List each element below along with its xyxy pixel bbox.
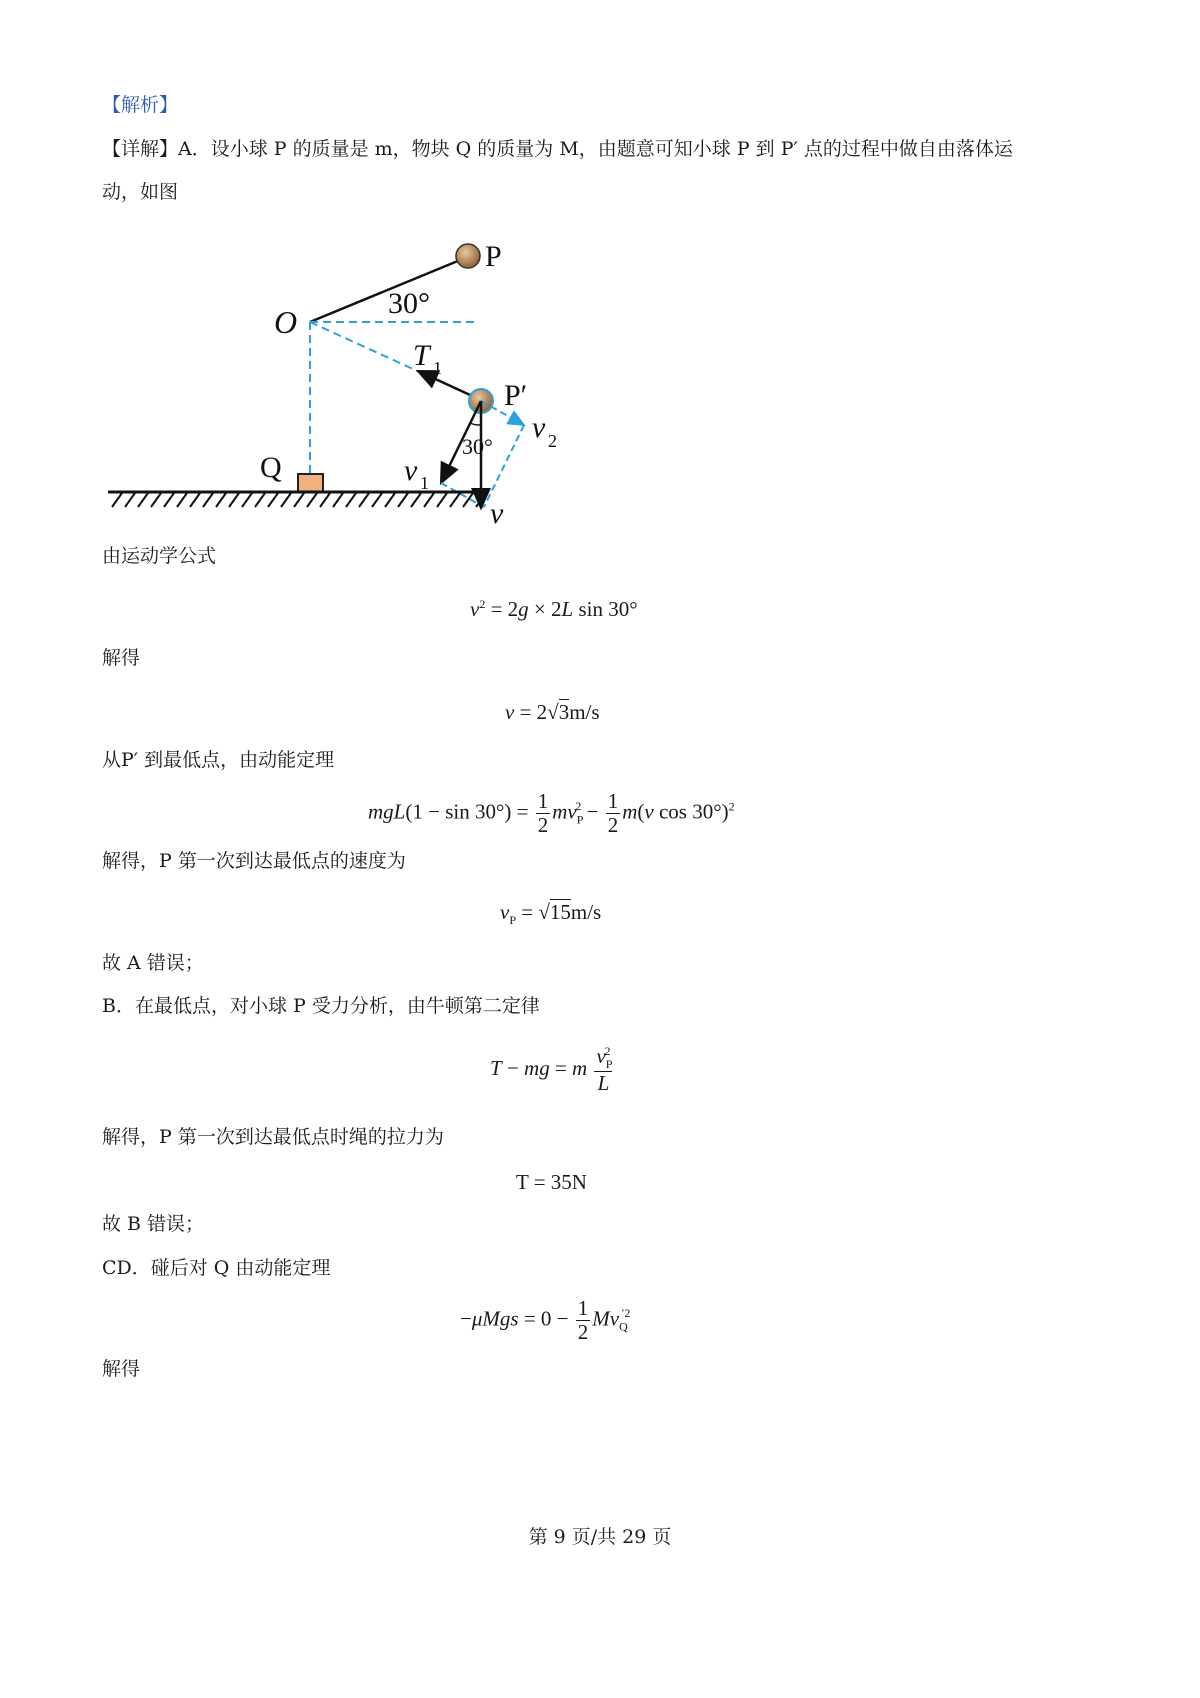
- hatch-line: [229, 493, 239, 507]
- equation-kinematics: $v^2 = 2g \times 2L$ sin 30°: [470, 597, 638, 621]
- equation-v-result: v = 2√3m/s: [505, 700, 600, 724]
- label-p-prime: P′: [504, 379, 528, 412]
- hatch-line: [333, 493, 343, 507]
- hatch-line: [424, 493, 434, 507]
- section-label: 【解析】: [102, 94, 179, 116]
- label-v1-sub: 1: [420, 473, 429, 493]
- hatch-line: [281, 493, 291, 507]
- hatch-line: [411, 493, 421, 507]
- label-t-sub: 1: [433, 358, 442, 378]
- hatch-line: [359, 493, 369, 507]
- hatch-line: [151, 493, 161, 507]
- detail-line-2: 动，如图: [102, 181, 179, 203]
- label-v1: v: [404, 454, 418, 487]
- detail-line-1: 【详解】A．设小球 P 的质量是 m，物块 Q 的质量为 M，由题意可知小球 P 到 P′ 点的过程中做自由落体运: [102, 138, 1013, 160]
- hatch-line: [268, 493, 278, 507]
- label-p: P: [485, 240, 502, 273]
- block-q: [298, 474, 323, 492]
- hatch-line: [450, 493, 460, 507]
- ball-p: [456, 244, 480, 268]
- text-solve-vp: 解得，P 第一次到达最低点的速度为: [102, 850, 406, 872]
- hatch-line: [177, 493, 187, 507]
- hatch-line: [242, 493, 252, 507]
- equation-cd-energy: −μMgs = 0 − $\frac{1}{2}$ $Mv_Q^{'2}$: [460, 1296, 631, 1345]
- hatch-line: [385, 493, 395, 507]
- text-solve-t: 解得，P 第一次到达最低点时绳的拉力为: [102, 1126, 444, 1148]
- label-v2-sub: 2: [548, 431, 557, 451]
- hatch-line: [138, 493, 148, 507]
- label-o: O: [274, 304, 298, 340]
- equation-vp-result: $v_P = √15m/s$: [500, 900, 602, 928]
- label-t: T: [413, 339, 430, 372]
- equation-t-result: T = 35N: [516, 1170, 587, 1194]
- label-angle-mid: 30°: [462, 434, 493, 459]
- hatch-line: [398, 493, 408, 507]
- text-cd-intro: CD．碰后对 Q 由动能定理: [102, 1257, 331, 1279]
- text-kinematics: 由运动学公式: [102, 545, 217, 567]
- text-solve-last: 解得: [102, 1358, 141, 1380]
- hatch-line: [255, 493, 265, 507]
- hatch-line: [190, 493, 200, 507]
- hatch-line: [346, 493, 356, 507]
- text-energy-from-p: 从P′ 到最低点，由动能定理: [102, 749, 335, 771]
- label-q: Q: [260, 451, 282, 484]
- text-solve-1: 解得: [102, 647, 141, 669]
- equation-newton: T − mg = m $\frac{v_P^2}{L}$: [490, 1044, 613, 1096]
- hatch-line: [164, 493, 174, 507]
- hatch-line: [320, 493, 330, 507]
- label-v2: v: [532, 411, 546, 444]
- text-b-wrong: 故 B 错误；: [102, 1213, 205, 1235]
- label-v: v: [490, 497, 504, 530]
- hatch-line: [294, 493, 304, 507]
- hatch-line: [203, 493, 213, 507]
- hatch-line: [125, 493, 135, 507]
- hatch-line: [307, 493, 317, 507]
- hatch-line: [112, 493, 122, 507]
- hatch-line: [437, 493, 447, 507]
- hatch-line: [372, 493, 382, 507]
- ground-hatching: [112, 493, 486, 507]
- angle-arc: [470, 423, 481, 425]
- page-footer: 第 9 页/共 29 页: [528, 1526, 672, 1548]
- label-angle-top: 30°: [388, 287, 430, 320]
- physics-diagram: [100, 225, 620, 535]
- hatch-line: [216, 493, 226, 507]
- text-a-wrong: 故 A 错误；: [102, 952, 204, 974]
- text-b-intro: B．在最低点，对小球 P 受力分析，由牛顿第二定律: [102, 995, 540, 1017]
- equation-energy: mgL(1 − sin 30°) = $\frac{1}{2}$ $mv_P^2$ − $\frac{1}{2}$ m(v cos 30°)$^2$: [368, 789, 735, 838]
